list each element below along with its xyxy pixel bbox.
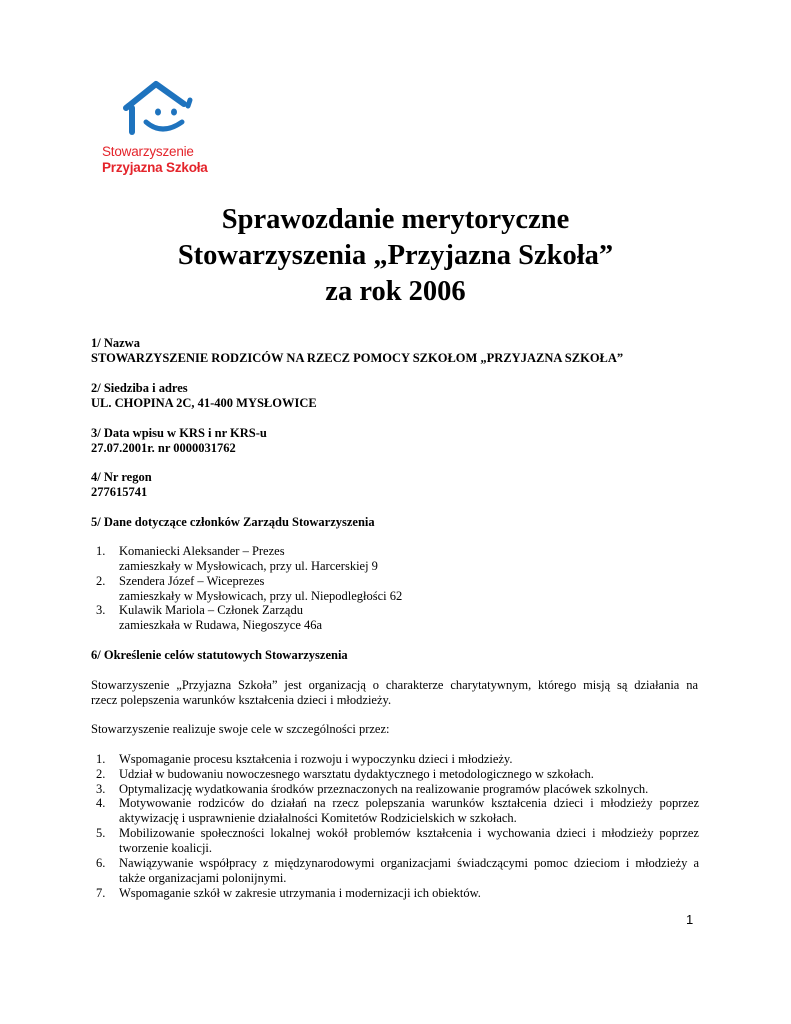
section-4-value: 277615741 [91, 485, 148, 499]
logo-text-line1: Stowarzyszenie [102, 144, 194, 159]
list-item-number: 4. [96, 796, 106, 810]
board-member-name: Komaniecki Aleksander – Prezes [119, 544, 285, 558]
section-3-heading: 3/ Data wpisu w KRS i nr KRS-u [91, 426, 267, 440]
page-number: 1 [686, 912, 694, 927]
goal-item: Motywowanie rodziców do działań na rzecz polepszania warunków kształcenia dzieci i młodzieży poprzez aktywizację i usprawnienie działalności Komitetów Rodzicielskich w szkołach. [119, 796, 699, 825]
goal-item: Udział w budowaniu nowoczesnego warsztatu dydaktycznego i metodologicznego w szkołach. [119, 767, 594, 781]
goal-item: Nawiązywanie współpracy z międzynarodowymi organizacjami świadczącymi pomoc dzieciom i młodzieży a także organizacjami polonijnymi. [119, 856, 699, 885]
section-4-heading: 4/ Nr regon [91, 470, 152, 484]
organization-logo [100, 78, 230, 182]
goal-item: Optymalizację wydatkowania środków przeznaczonych na realizowanie programów placówek szkolnych. [119, 782, 649, 796]
list-item-number: 3. [96, 782, 106, 796]
section-3-value: 27.07.2001r. nr 0000031762 [91, 441, 236, 455]
board-member-name: Kulawik Mariola – Członek Zarządu [119, 603, 303, 617]
section-1-heading: 1/ Nazwa [91, 336, 140, 350]
section-5-heading: 5/ Dane dotyczące członków Zarządu Stowarzyszenia [91, 515, 375, 529]
section-1-value: STOWARZYSZENIE RODZICÓW NA RZECZ POMOCY SZKOŁOM „PRZYJAZNA SZKOŁA” [91, 351, 624, 365]
goal-item: Wspomaganie procesu kształcenia i rozwoju i wypoczynku dzieci i młodzieży. [119, 752, 513, 766]
section-6-heading: 6/ Określenie celów statutowych Stowarzyszenia [91, 648, 348, 662]
board-member-address: zamieszkały w Mysłowicach, przy ul. Harcerskiej 9 [119, 559, 378, 573]
board-member-name: Szendera Józef – Wiceprezes [119, 574, 265, 588]
list-item-number: 7. [96, 886, 106, 900]
list-item-number: 1. [96, 752, 106, 766]
section-2-value: UL. CHOPINA 2C, 41-400 MYSŁOWICE [91, 396, 317, 410]
board-member-address: zamieszkała w Rudawa, Niegoszyce 46a [119, 618, 323, 632]
list-item-number: 3. [96, 603, 106, 617]
board-member-address: zamieszkały w Mysłowicach, przy ul. Niepodległości 62 [119, 589, 403, 603]
document-title-line3: za rok 2006 [325, 276, 466, 307]
list-item-number: 6. [96, 856, 106, 870]
goals-intro: Stowarzyszenie realizuje swoje cele w szczególności przez: [91, 722, 390, 736]
document-title-line2: Stowarzyszenia „Przyjazna Szkoła” [177, 240, 614, 271]
house-smile-icon [118, 78, 198, 142]
goal-item: Mobilizowanie społeczności lokalnej wokół problemów kształcenia i wychowania dzieci i młodzieży poprzez tworzenie koalicji. [119, 826, 699, 855]
logo-text-line2: Przyjazna Szkoła [102, 160, 208, 175]
list-item-number: 5. [96, 826, 106, 840]
statute-paragraph-line2: rzecz polepszenia warunków kształcenia dzieci i młodzieży. [91, 693, 392, 707]
goal-item: Wspomaganie szkół w zakresie utrzymania i modernizacji ich obiektów. [119, 886, 481, 900]
list-item-number: 2. [96, 767, 106, 781]
section-2-heading: 2/ Siedziba i adres [91, 381, 188, 395]
statute-paragraph-line1: Stowarzyszenie „Przyjazna Szkoła” jest organizacją o charakterze charytatywnym, którego misją są działania na [91, 678, 698, 692]
list-item-number: 1. [96, 544, 106, 558]
list-item-number: 2. [96, 574, 106, 588]
document-title-line1: Sprawozdanie merytoryczne [221, 204, 570, 235]
